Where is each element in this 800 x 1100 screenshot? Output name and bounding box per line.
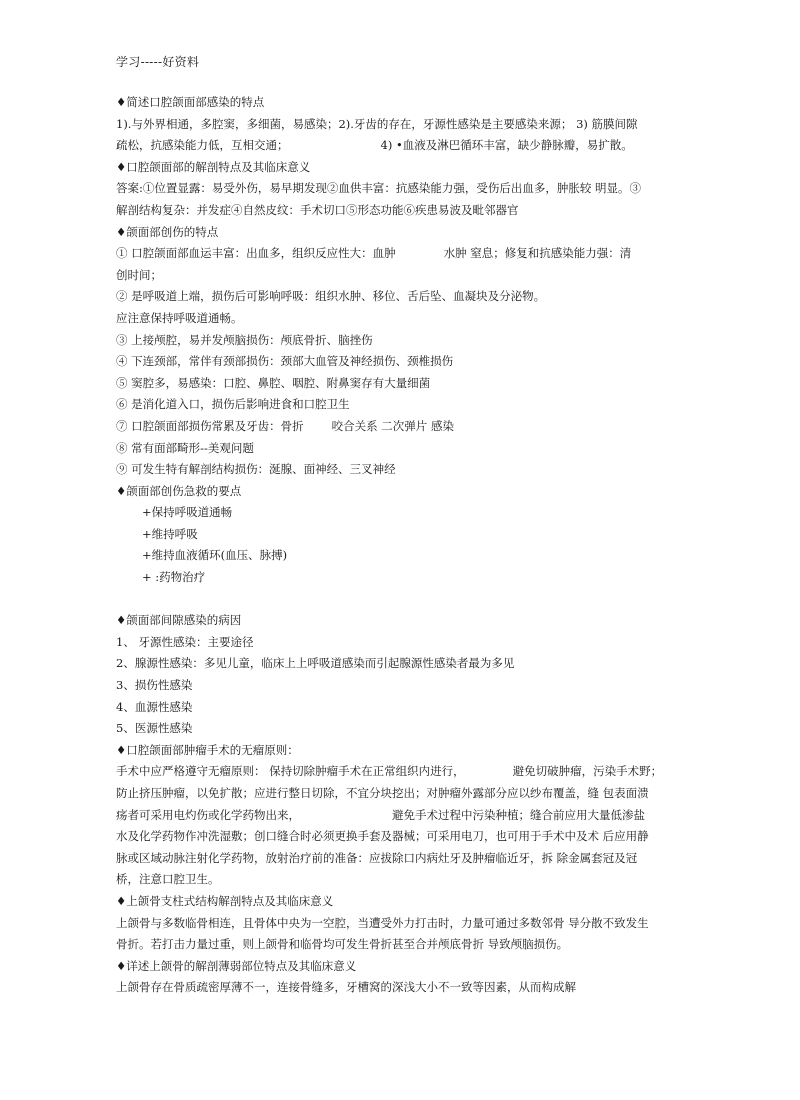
list-item: +维持呼吸 [142,526,198,541]
section-heading: ♦口腔颌面部的解剖特点及其临床意义 [116,159,311,174]
text-segment: ① 口腔颌面部血运丰富：出血多，组织反应性大：血肿 [116,246,396,261]
paragraph-line [116,135,688,157]
list-item: + :药物治疗 [142,570,206,585]
section-heading: ♦简述口腔颌面部感染的特点 [116,95,265,109]
list-item: +保持呼吸道通畅 [142,505,233,520]
section-heading: ♦颌面部创伤的特点 [116,224,219,239]
list-item [116,416,688,438]
section-heading: ♦详述上颌骨的解剖薄弱部位特点及其临床意义 [116,958,357,973]
list-item: ④ 下连颈部，常伴有颈部损伤：颈部大血管及神经损伤、颈椎损伤 [116,354,454,369]
paragraph-line: 上颌骨与多数临骨相连，且骨体中央为一空腔，当遭受外力打击时，力量可通过多数邻骨 导分散不致发生 [116,915,649,930]
paragraph-line: 上颌骨存在骨质疏密厚薄不一，连接骨缝多，牙槽窝的深浅大小不一致等因素，从而构成解 [116,980,576,995]
list-item: ② 是呼吸道上端，损伤后可影响呼吸：组织水肿、移位、舌后坠、血凝块及分泌物。 [116,289,546,304]
list-item: ⑧ 常有面部畸形--美观问题 [116,440,254,455]
list-item: ⑨ 可发生特有解剖结构损伤：涎腺、面神经、三叉神经 [116,462,396,477]
paragraph-line: 桥，注意口腔卫生。 [116,872,220,887]
text-segment: 水肿 窒息；修复和抗感染能力强：清 [443,246,632,261]
list-item: 3、损伤性感染 [116,678,193,693]
list-item [116,243,688,265]
paragraph-line: 防止挤压肿瘤，以免扩散；应进行整日切除，不宜分块挖出；对肿瘤外露部分应以纱布覆盖，缝 包表面溃 [116,786,649,800]
paragraph-line: 水及化学药物作冲洗湿敷；创口缝合时必须更换手套及器械；可采用电刀，也可用于手术中及术 后应用静 [116,829,649,844]
list-item: 2、腺源性感染：多见儿童，临床上上呼吸道感染而引起腺源性感染者最为多见 [116,656,515,671]
text-segment: 4) •血液及淋巴循环丰富，缺少静脉瓣，易扩散。 [380,138,633,153]
text-segment: ⑦ 口腔颌面部损伤常累及牙齿：骨折 [116,418,304,433]
document-body [116,92,688,999]
list-item: 5、医源性感染 [116,721,193,736]
paragraph-line: 1).与外界相通，多腔窦，多细菌，易感染；2).牙齿的存在，牙源性感染是主要感染来源； 3) 筋膜间隙 [116,116,638,131]
paragraph-line: 解剖结构复杂：并发症④自然皮纹：手术切口⑤形态功能⑥疾患易波及毗邻器官 [116,202,519,217]
section-heading: ♦颌面部间隙感染的病因 [116,613,242,628]
page-header: 学习-----好资料 [116,55,200,69]
section-heading: ♦上颌骨支柱式结构解剖特点及其临床意义 [116,893,334,908]
text-segment: 咬合关系 二次弹片 感染 [331,418,454,433]
text-segment: 避免手术过程中污染种植；缝合前应用大量低渗盐 [392,807,645,822]
text-segment: 疏松，抗感染能力低，互相交通； [116,138,289,153]
list-item: 4、血源性感染 [116,699,193,714]
paragraph-line: 应注意保持呼吸道通畅。 [116,310,243,325]
list-item: ⑥ 是消化道入口，损伤后影响进食和口腔卫生 [116,397,350,412]
paragraph-line [116,805,688,827]
section-heading: ♦颌面部创伤急救的要点 [116,483,242,498]
paragraph-line: 答案:①位置显露：易受外伤，易早期发现②血供丰富：抗感染能力强，受伤后出血多，肿胀较 明显。③ [116,181,642,196]
list-item: ③ 上接颅腔，易并发颅脑损伤：颅底骨折、脑挫伤 [116,332,373,347]
paragraph-line [116,761,688,783]
section-heading: ♦口腔颌面部肿瘤手术的无瘤原则： [116,742,299,757]
paragraph-line: 脉或区域动脉注射化学药物，放射治疗前的准备：应拔除口内病灶牙及肿瘤临近牙，拆 除金属套冠及冠 [116,850,638,865]
blank-line [116,589,688,611]
list-item: 1、 牙源性感染：主要途径 [116,634,254,649]
text-segment: 疡者可采用电灼伤或化学药物出来， [116,807,300,822]
list-item: +维持血液循环(血压、脉搏) [142,548,288,563]
text-segment: 手术中应严格遵守无瘤原则： 保持切除肿瘤手术在正常组织内进行， [116,764,465,779]
list-item: ⑤ 窦腔多，易感染：口腔、鼻腔、咽腔、附鼻窦存有大量细菌 [116,375,431,390]
paragraph-line: 创时间； [116,267,162,282]
text-segment: 避免切破肿瘤，污染手术野； [512,764,663,779]
paragraph-line: 骨折。若打击力量过重，则上颌骨和临骨均可发生骨折甚至合并颅底骨折 导致颅脑损伤。 [116,937,569,952]
